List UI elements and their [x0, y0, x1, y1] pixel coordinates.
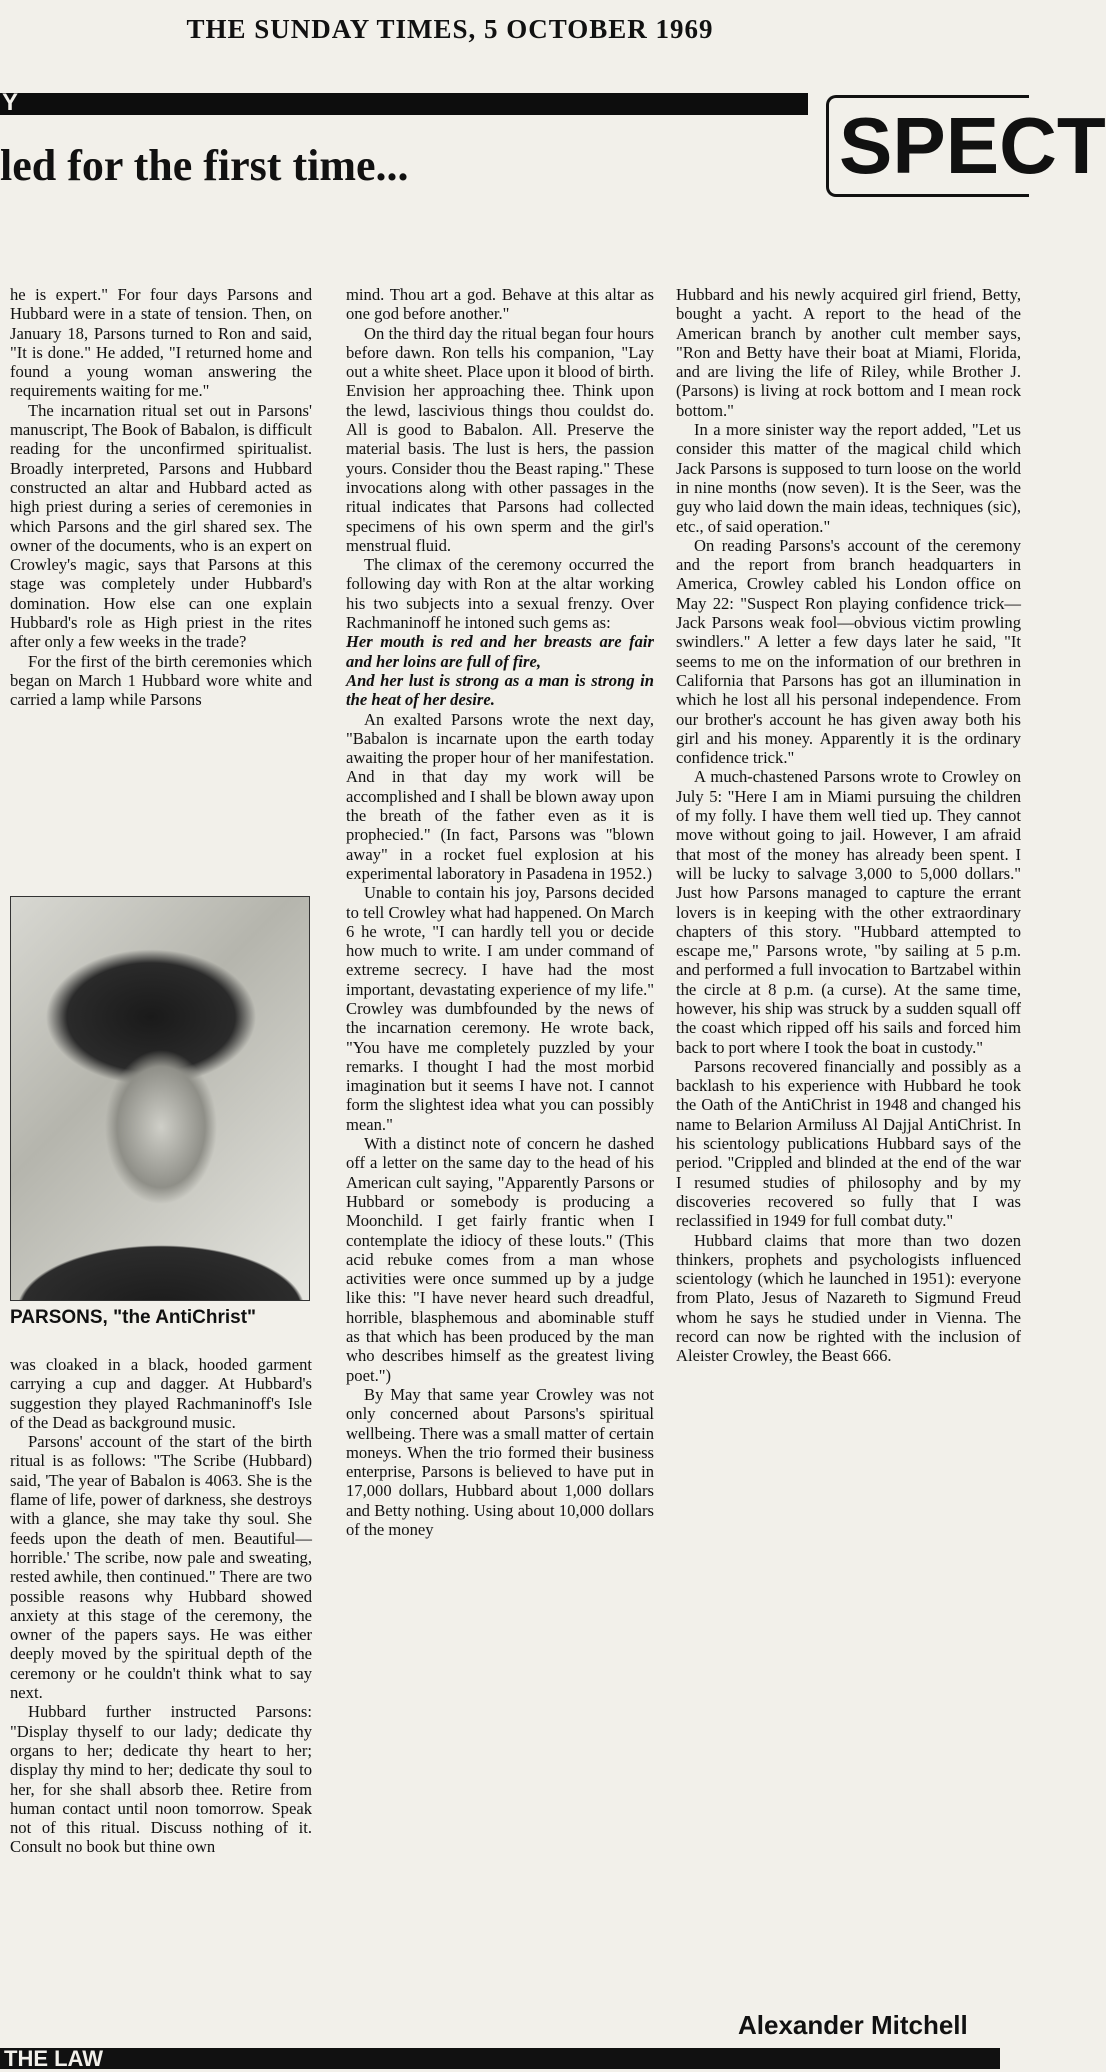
paragraph: On the third day the ritual began four hours before dawn. Ron tells his companion, "Lay out a white sheet. Place upon it blood of birth. Envision her approaching thee. Think upon the lewd, lascivious things thou couldst do. All is good to Babalon. All. Preserve the material basis. The lust is hers, the passion yours. Consider thou the Beast raping." These invocations along with other passages in the ritual indicates that Parsons had collected specimens of his own sperm and the girl's menstrual fluid.	[346, 323, 654, 555]
photo-caption: PARSONS, "the AntiChrist"	[10, 1307, 257, 1328]
paragraph: A much-chastened Parsons wrote to Crowley on July 5: "Here I am in Miami pursuing the children of my folly. I have them well tied up. They cannot move without going to jail. However, I am afraid that most of the money has already been spent. I will be lucky to salvage 3,000 to 5,000 dollars." Just how Parsons managed to capture the errant lovers is in keeping with the other extraordinary chapters of this story. "Hubbard attempted to escape me," Parsons wrote, "by sailing at 5 p.m. and performed a full invocation to Bartzabel within the circle at 8 p.m. (a curse). At the same time, however, his ship was struck by a sudden squall off the coast which ripped off his sails and forced him back to port where I took the boat in custody."	[676, 767, 1021, 1057]
byline: Alexander Mitchell	[738, 2010, 968, 2040]
paragraph: Parsons recovered financially and possibly as a backlash to his experience with Hubbard he took the Oath of the AntiChrist in 1948 and changed his name to Belarion Armiluss Al Dajjal AntiChrist. In his scientology publications Hubbard says of the period. "Crippled and blinded at the end of the war I resumed studies of philosophy and by my discoveries recovered so fully that I was reclassified in 1949 for full combat duty."	[676, 1056, 1021, 1231]
bar-fragment: Y	[2, 89, 19, 116]
paragraph: Hubbard and his newly acquired girl friend, Betty, bought a yacht. A report to the head of the American branch by another cult member says, "Ron and Betty have their boat at Miami, Florida, and are living the life of Riley, while Brother J. (Parsons) is living at rock bottom and I mean rock bottom."	[676, 285, 1021, 420]
paragraph: The incarnation ritual set out in Parsons' manuscript, The Book of Babalon, is difficult reading for the unconfirmed spiritualist. Broadly interpreted, Parsons and Hubbard constructed an altar and Hubbard acted as high priest during a series of ceremonies in which Parsons and the girl shared sex. The owner of the documents, who is an expert on Crowley's magic, says that Parsons at this stage was completely under Hubbard's domination. How else can one explain Hubbard's role as High priest in the rites after only a few weeks in the trade?	[10, 400, 312, 652]
column-3	[676, 285, 1021, 1366]
paragraph: With a distinct note of concern he dashed off a letter on the same day to the head of his American cult saying, "Apparently Parsons or Hubbard or somebody is producing a Moonchild. I get fairly frantic when I contemplate the idiocy of these louts." (This acid rebuke comes from a man whose activities were once summed up by a judge like this: "I have never heard such dreadful, horrible, blasphemous and abominable stuff as that which has been produced by the man who describes himself as the greatest living poet.")	[346, 1134, 654, 1385]
paragraph: The climax of the ceremony occurred the following day with Ron at the altar working his two subjects into a sexual frenzy. Over Rachmaninoff he intoned such gems as:	[346, 555, 654, 633]
column-1	[10, 285, 312, 710]
paragraph: In a more sinister way the report added, "Let us consider this matter of the magical child which Jack Parsons is supposed to turn loose on the world in nine months (now seven). It is the Seer, was the guy who laid down the main ideas, techniques (sic), etc., of said operation."	[676, 420, 1021, 536]
paragraph: On reading Parsons's account of the ceremony and the report from branch headquarters in America, Crowley cabled his London office on May 22: "Suspect Ron playing confidence trick—Jack Parsons weak fool—obvious victim prowling swindlers." A letter a few days later he said, "It seems to me on the information of our brethren in California that Parsons has got an illumination in which he lost all his personal independence. From our brother's account he has given away both his girl and his money. Apparently it is the ordinary confidence trick."	[676, 535, 1021, 768]
poem-line: And her lust is strong as a man is strong in the heat of her desire.	[346, 670, 654, 710]
column-2	[346, 285, 654, 1539]
footer-rule	[0, 2048, 1000, 2069]
paragraph: An exalted Parsons wrote the next day, "Babalon is incarnate upon the earth today awaiting the proper hour of her manifestation. And in that day my work will be accomplished and I shall be blown away upon the breath of the father even as it is prophecied." (In fact, Parsons was "blown away" in a rocket fuel explosion at his experimental laboratory in Pasadena in 1952.)	[346, 709, 654, 883]
paragraph: By May that same year Crowley was not only concerned about Parsons's spiritual wellbeing. There was a small matter of certain moneys. When the trio formed their business enterprise, Parsons is believed to have put in 17,000 dollars, Hubbard about 1,000 dollars and Betty nothing. Using about 10,000 dollars of the money	[346, 1384, 654, 1539]
paragraph: he is expert." For four days Parsons and Hubbard were in a state of tension. Then, on January 18, Parsons turned to Ron and said, "It is done." He added, "I returned home and found a young woman answering the requirements waiting for me."	[10, 285, 312, 401]
masthead: THE SUNDAY TIMES, 5 OCTOBER 1969	[186, 14, 714, 44]
section-label: SPECT	[826, 95, 1029, 197]
footer-fragment: THE LAW	[4, 2046, 103, 2071]
photo-shoulders	[11, 1210, 309, 1300]
column-1-continued	[10, 1355, 312, 1857]
paragraph: was cloaked in a black, hooded garment carrying a cup and dagger. At Hubbard's suggestion they played Rachmaninoff's Isle of the Dead as background music.	[10, 1355, 312, 1432]
paragraph: For the first of the birth ceremonies which began on March 1 Hubbard wore white and carried a lamp while Parsons	[10, 651, 312, 710]
paragraph: Hubbard further instructed Parsons: "Display thyself to our lady; dedicate thy organs to her; dedicate thy heart to her; display thy mind to her; dedicate thy soul to her, for she shall absorb thee. Retire from human contact until noon tomorrow. Speak not of this ritual. Discuss nothing of it. Consult no book but thine own	[10, 1702, 312, 1857]
parsons-photo	[10, 896, 310, 1301]
paragraph: Hubbard claims that more than two dozen thinkers, prophets and psychologists influenced scientology (which he launched in 1951): everyone from Plato, Jesus of Nazareth to Sigmund Freud whom he says he studied under in Vienna. The record can now be righted with the inclusion of Aleister Crowley, the Beast 666.	[676, 1230, 1021, 1366]
paragraph: mind. Thou art a god. Behave at this altar as one god before another."	[346, 285, 654, 324]
paragraph: Parsons' account of the start of the birth ritual is as follows: "The Scribe (Hubbard) said, 'The year of Babalon is 4063. She is the flame of life, power of darkness, she destroys with a glance, she may take thy soul. She feeds upon the death of men. Beautiful—horrible.' The scribe, now pale and sweating, rested awhile, then continued." There are two possible reasons why Hubbard showed anxiety at this stage of the ceremony, the owner of the papers says. He was either deeply moved by the spiritual depth of the ceremony or he couldn't think what to say next.	[10, 1432, 312, 1703]
poem-line: Her mouth is red and her breasts are fair and her loins are full of fire,	[346, 632, 654, 671]
paragraph: Unable to contain his joy, Parsons decided to tell Crowley what had happened. On March 6 he wrote, "I can hardly tell you or decide how much to write. I am under command of extreme secrecy. I have had the most important, devastating experience of my life." Crowley was dumbfounded by the news of the incarnation ceremony. He wrote back, "You have me completely puzzled by your remarks. I thought I had the most morbid imagination but it seems I have not. I cannot form the slightest idea what you can possibly mean."	[346, 883, 654, 1134]
headline: led for the first time...	[0, 141, 409, 190]
header-rule	[0, 89, 808, 116]
